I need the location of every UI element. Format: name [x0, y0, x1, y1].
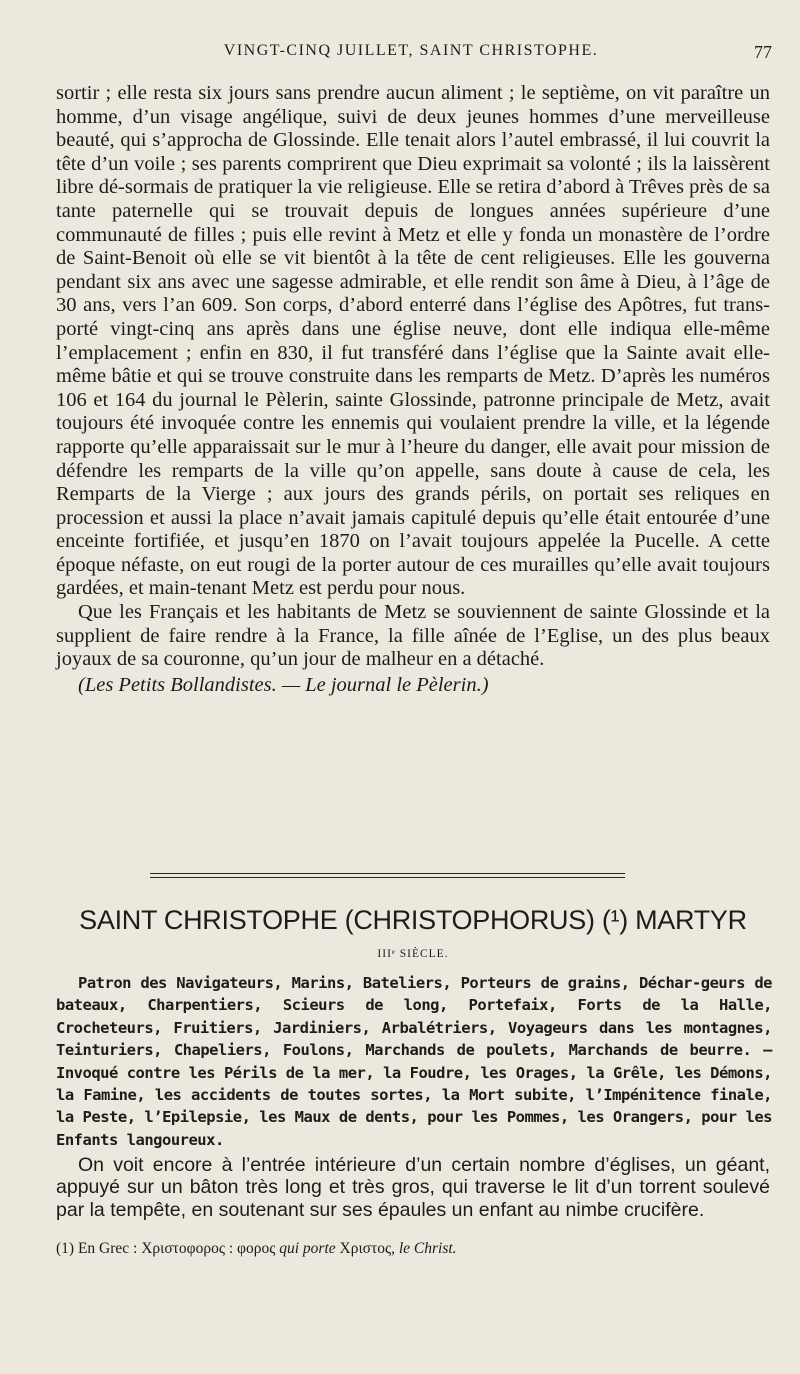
patronage-list: Patron des Navigateurs, Marins, Bateliers, Porteurs de grains, Déchar-geurs de bateaux, Charpentiers, Scieurs de long, Portefaix, Forts de la Halle, Crocheteurs, Fruitiers, Jardiniers, Arbalétriers, Voyageurs dans les montagnes, Teinturiers, Chapeliers, Foulons, Marchands de poulets, Marchands de beurre. — Invoqué contre les Périls de la mer, la Foudre, les Orages, la Grêle, les Démons, la Famine, les accidents de toutes sortes, la Mort subite, l’Impénitence finale, la Peste, l’Epilepsie, les Maux de dents, pour les Pommes, les Orangers, pour les Enfants langoureux.	[56, 974, 772, 1149]
footnote-greek: Χριστοφορος : φορος	[141, 1240, 276, 1257]
footnote-greek-2: Χριστος,	[339, 1240, 395, 1257]
footnote-marker: (1) En Grec :	[56, 1240, 138, 1257]
glossinde-text	[56, 82, 770, 697]
christophe-description: On voit encore à l’entrée intérieure d’un certain nombre d’églises, un géant, appuyé sur un bâton très long et très gros, qui traverse le lit d’un torrent soulevé par la tempête, en soutenant sur ses épaules un enfant au nimbe crucifère.	[56, 1154, 770, 1221]
glossinde-paragraph-2: Que les Français et les habitants de Metz se souviennent de sainte Glossinde et la supplient de faire rendre à la France, la fille aînée de l’Eglise, un des plus beaux joyaux de sa couronne, qu’un jour de malheur en a détaché.	[56, 601, 770, 671]
section-divider-bottom	[150, 877, 625, 878]
glossinde-paragraph-1: sortir ; elle resta six jours sans prendre aucun aliment ; le septième, on vit paraître un homme, d’un visage angélique, suivi de deux jeunes hommes d’une merveilleuse beauté, qui s’approcha de Glossinde. Elle tenait alors l’autel embrassé, il lui couvrit la tête d’un voile ; ses parents comprirent que Dieu exprimait sa volonté ; ils la laissèrent libre dé-sormais de pratiquer la vie religieuse. Elle se retira d’abord à Trêves près de sa tante paternelle qui se trouvait depuis de longues années supérieure d’une communauté de filles ; puis elle revint à Metz et elle y fonda un monastère de l’ordre de Saint-Benoit où elle se vit bientôt à la tête de cent religieuses. Elle les gouverna pendant six ans avec une sagesse admirable, et elle rendit son âme à Dieu, à l’âge de 30 ans, vers l’an 609. Son corps, d’abord enterré dans l’église des Apôtres, fut trans-porté vingt-cinq ans après dans une église neuve, dont elle indiqua elle-même l’emplacement ; enfin en 830, il fut transféré dans l’église que la Sainte avait elle-même bâtie et qui se trouve construite dans les remparts de Metz. D’après les numéros 106 et 164 du journal le Pèlerin, sainte Glossinde, patronne principale de Metz, avait toujours été invoquée contre les ennemis qui voulaient prendre la ville, et la légende rapporte qu’elle apparaissait sur le mur à l’heure du danger, elle avait pour mission de défendre les remparts de la ville qu’on appelle, sans doute à cause de cela, les Remparts de la Vierge ; aux jours des grands périls, on portait ses reliques en procession et aussi la place n’avait jamais capitulé depuis qu’elle était entourée d’une enceinte fortifiée, et jusqu’en 1870 on l’avait toujours appelée la Pucelle. A cette époque néfaste, on eut rougi de la porter autour de ces murailles qu’elle avait toujours gardées, et main-tenant Metz est perdu pour nous.	[56, 82, 770, 600]
footnote-gloss-2: le Christ.	[398, 1240, 457, 1257]
footnote	[56, 1240, 770, 1258]
section-title: SAINT CHRISTOPHE (CHRISTOPHORUS) (¹) MARTYR	[79, 905, 747, 935]
glossinde-source: (Les Petits Bollandistes. — Le journal le Pèlerin.)	[78, 673, 489, 696]
section-divider-top	[150, 873, 625, 874]
footnote-gloss: qui porte	[279, 1240, 336, 1257]
century-label: IIIᵉ SIÈCLE.	[377, 948, 449, 960]
page-number: 77	[754, 42, 772, 62]
running-title: VINGT-CINQ JUILLET, SAINT CHRISTOPHE.	[223, 42, 599, 59]
running-header	[50, 42, 772, 60]
